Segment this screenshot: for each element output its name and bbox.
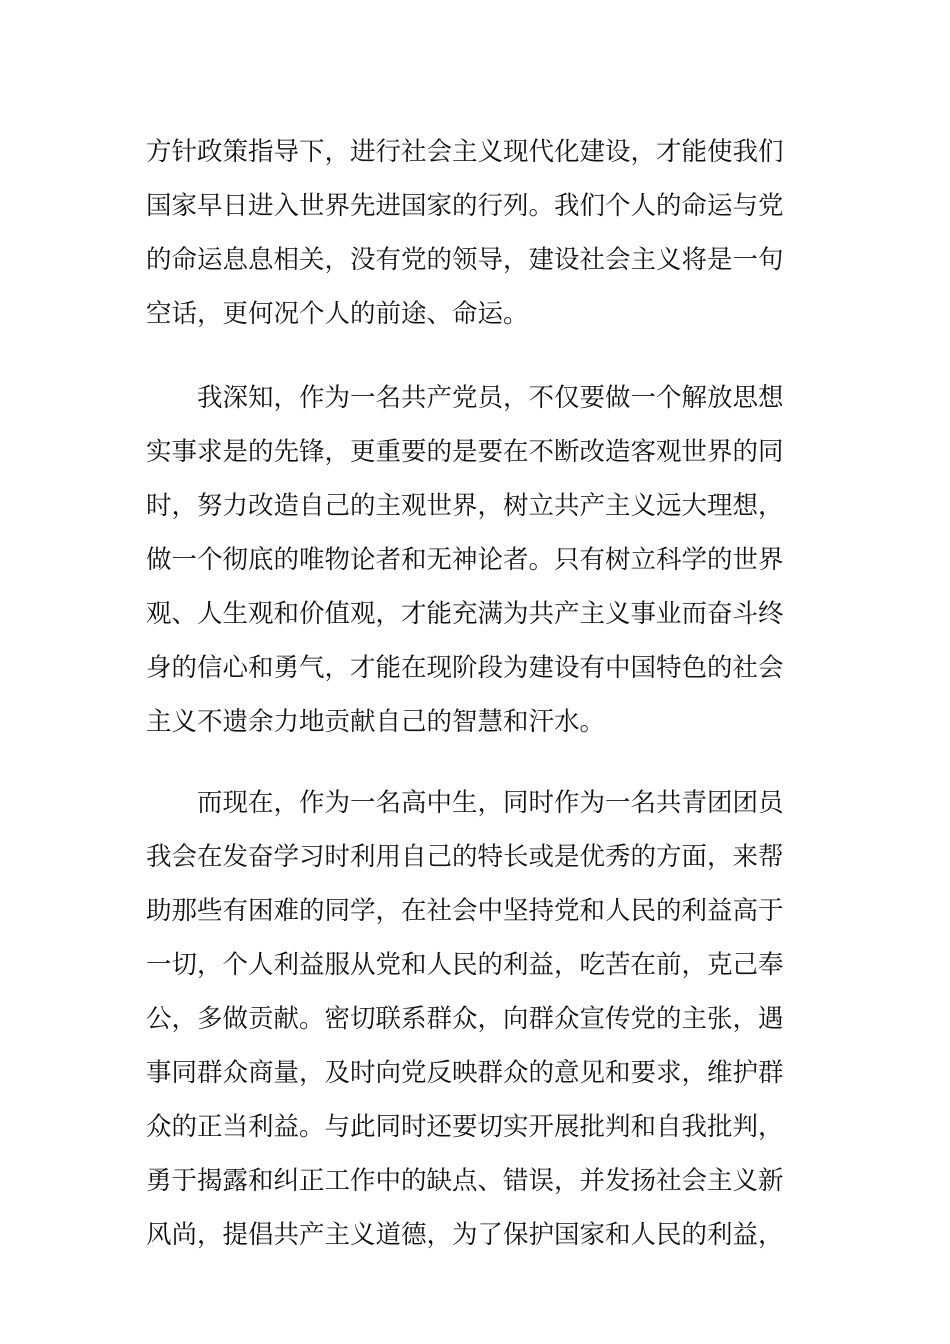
text-line: 观、人生观和价值观，才能充满为共产主义事业而奋斗终	[146, 599, 784, 629]
text-line: 事同群众商量，及时向党反映群众的意见和要求，维护群	[146, 1058, 784, 1088]
paragraph-2	[146, 371, 810, 749]
text-line: 时，努力改造自己的主观世界，树立共产主义远大理想，	[146, 491, 784, 521]
text-line: 助那些有困难的同学，在社会中坚持党和人民的利益高于	[146, 896, 784, 926]
text-line: 公，多做贡献。密切联系群众，向群众宣传党的主张，遇	[146, 1004, 784, 1034]
text-line: 而现在，作为一名高中生，同时作为一名共青团团员	[146, 788, 784, 818]
text-line: 国家早日进入世界先进国家的行列。我们个人的命运与党	[146, 191, 784, 221]
text-line: 空话，更何况个人的前途、命运。	[146, 299, 529, 329]
text-line: 方针政策指导下，进行社会主义现代化建设，才能使我们	[146, 137, 784, 167]
paragraph-1	[146, 125, 810, 341]
text-line: 一切，个人利益服从党和人民的利益，吃苦在前，克己奉	[146, 950, 784, 980]
text-line: 做一个彻底的唯物论者和无神论者。只有树立科学的世界	[146, 545, 784, 575]
text-line: 主义不遗余力地贡献自己的智慧和汗水。	[146, 707, 606, 737]
text-line: 风尚，提倡共产主义道德，为了保护国家和人民的利益，	[146, 1220, 784, 1250]
text-line: 我会在发奋学习时利用自己的特长或是优秀的方面，来帮	[146, 842, 784, 872]
text-line: 实事求是的先锋，更重要的是要在不断改造客观世界的同	[146, 437, 784, 467]
text-line: 的命运息息相关，没有党的领导，建设社会主义将是一句	[146, 245, 784, 275]
paragraph-3	[146, 776, 810, 1262]
text-line: 勇于揭露和纠正工作中的缺点、错误，并发扬社会主义新	[146, 1166, 784, 1196]
text-line: 众的正当利益。与此同时还要切实开展批判和自我批判，	[146, 1112, 784, 1142]
text-line: 我深知，作为一名共产党员，不仅要做一个解放思想	[146, 383, 784, 413]
text-line: 身的信心和勇气，才能在现阶段为建设有中国特色的社会	[146, 653, 784, 683]
